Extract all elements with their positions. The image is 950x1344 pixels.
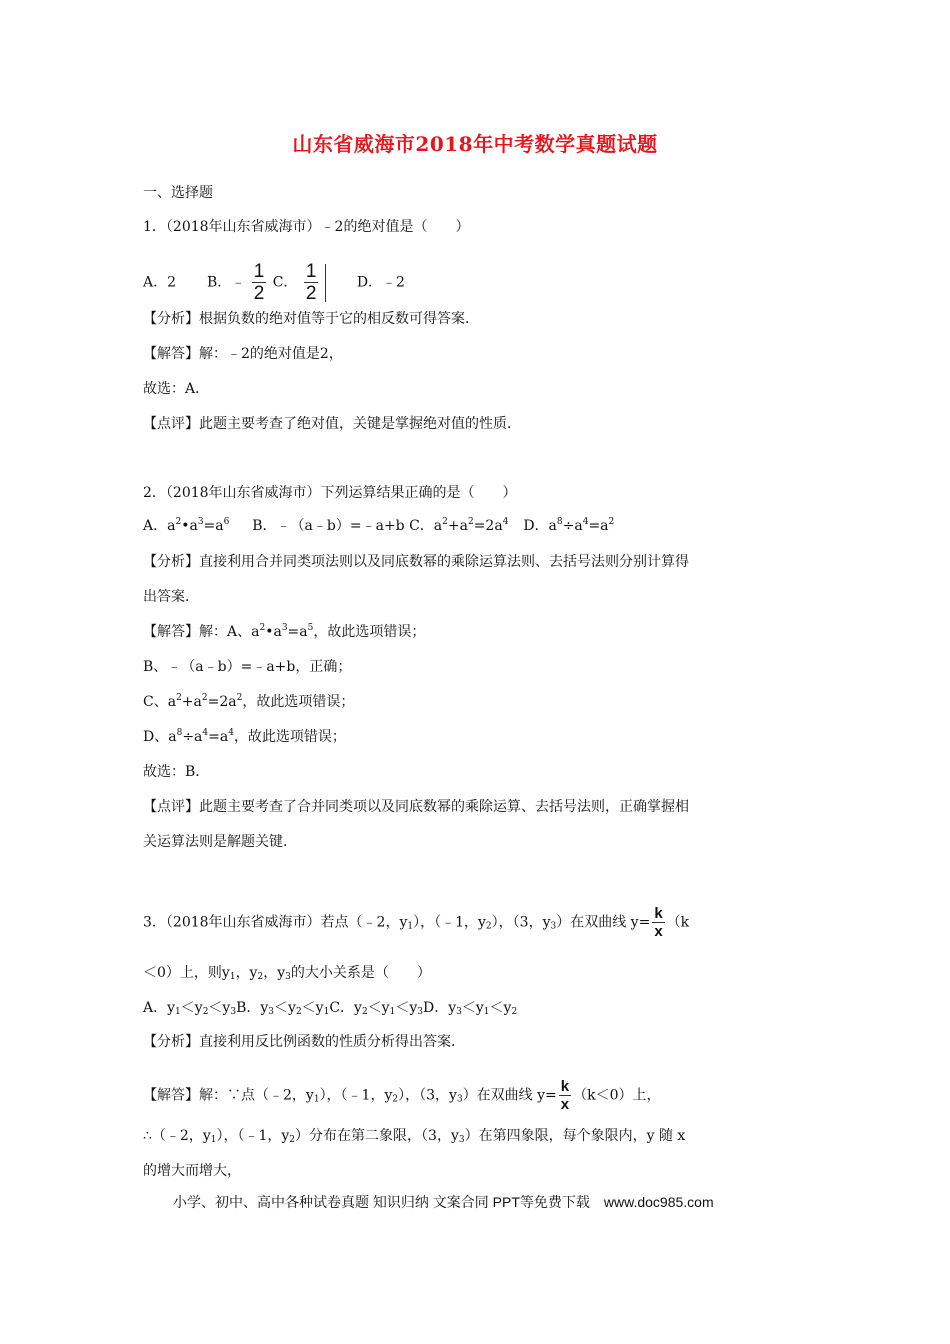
q2-answer-d: D、$a^8\div a^4=a^4$，故此选项错误；: [143, 728, 346, 745]
q3-answer-1: 【解答】解：∵点（﹣2，$y_1$），（﹣1，$y_2$），（3，$y_3$）在双曲线 y= $\frac{k}{x}$ （k＜0）上，: [143, 1078, 661, 1113]
q1-fraction-c: $\frac{1}{2}$: [305, 261, 317, 304]
q2-stem: 2．（2018年山东省威海市）下列运算结果正确的是（ ）: [143, 485, 517, 501]
q2-answer-b: B、﹣（a﹣b）=﹣a+b，正确；: [143, 659, 352, 675]
q2-answer-a: 【解答】解：A、$a^2•a^3=a^5$，故此选项错误；: [143, 623, 426, 640]
q1-stem: 1．（2018年山东省威海市）﹣2的绝对值是（ ）: [143, 219, 470, 235]
q3-stem-1: 3．（2018年山东省威海市）若点（﹣2，$y_1$），（﹣1，$y_2$），（3，$y_3$）在双曲线 y= $\frac{k}{x}$ （k: [143, 905, 690, 940]
q2-option-c: C．$a^2+a^2=2a^4$: [409, 517, 509, 534]
q1-analysis: 【分析】根据负数的绝对值等于它的相反数可得答案．: [143, 311, 479, 327]
q3-analysis: 【分析】直接利用反比例函数的性质分析得出答案．: [143, 1034, 465, 1050]
q2-option-a: A．$a^2•a^3=a^6$: [143, 517, 230, 534]
q3-answer-fraction-k-over-x: $\frac{k}{x}$: [560, 1078, 570, 1113]
q2-answer-c: C、$a^2+a^2=2a^2$，故此选项错误；: [143, 693, 355, 710]
q2-analysis-1: 【分析】直接利用合并同类项法则以及同底数幂的乘除运算法则、去括号法则分别计算得: [143, 554, 689, 570]
q2-analysis-2: 出答案．: [143, 589, 199, 605]
q3-answer-3: 的增大而增大，: [143, 1163, 241, 1179]
q1-option-d: D．﹣2: [356, 274, 405, 291]
q3-stem-2: ＜0）上，则$y_1$，$y_2$，$y_3$的大小关系是（ ）: [143, 965, 431, 982]
q1-option-a: A．2: [143, 274, 177, 291]
page-footer: 小学、初中、高中各种试卷真题 知识归纳 文案合同 PPT等免费下载 www.doc985.com: [173, 1194, 714, 1210]
q1-option-c: C．: [272, 274, 298, 291]
q1-options: [143, 261, 405, 304]
q2-comment-1: 【点评】此题主要考查了合并同类项以及同底数幂的乘除运算、去括号法则，正确掌握相: [143, 799, 689, 815]
q3-fraction-k-over-x: $\frac{k}{x}$: [654, 905, 663, 940]
q2-comment-2: 关运算法则是解题关键．: [143, 834, 297, 850]
q3-options: A．$y_1<y_2<y_3B$．$y_3<y_2<y_1C$．$y_2<y_1<y_3D$．$y_3<y_1<y_2$: [143, 1000, 518, 1017]
q2-options: [143, 516, 614, 536]
q2-choice: 故选：B．: [143, 764, 210, 780]
page-title: 山东省威海市2018年中考数学真题试题: [292, 132, 658, 156]
q1-option-b: B．﹣: [206, 274, 246, 291]
q1-comment: 【点评】此题主要考查了绝对值，关键是掌握绝对值的性质．: [143, 416, 521, 432]
q1-choice: 故选：A．: [143, 381, 210, 397]
q3-answer-2: ∴（﹣2，$y_1$），（﹣1，$y_2$）分布在第二象限，（3，$y_3$）在第四象限，每个象限内，y 随 x: [143, 1128, 686, 1145]
section-heading: 一、选择题: [143, 185, 213, 201]
image-edge-line: [325, 264, 326, 302]
q2-option-b: B．﹣（a﹣b）=﹣a+b: [252, 518, 405, 534]
q1-fraction-b: $\frac{1}{2}$: [253, 261, 265, 304]
q1-answer: 【解答】解：﹣2的绝对值是2，: [143, 346, 343, 362]
q2-option-d: D．$a^8\div a^4=a^2$: [523, 517, 615, 534]
